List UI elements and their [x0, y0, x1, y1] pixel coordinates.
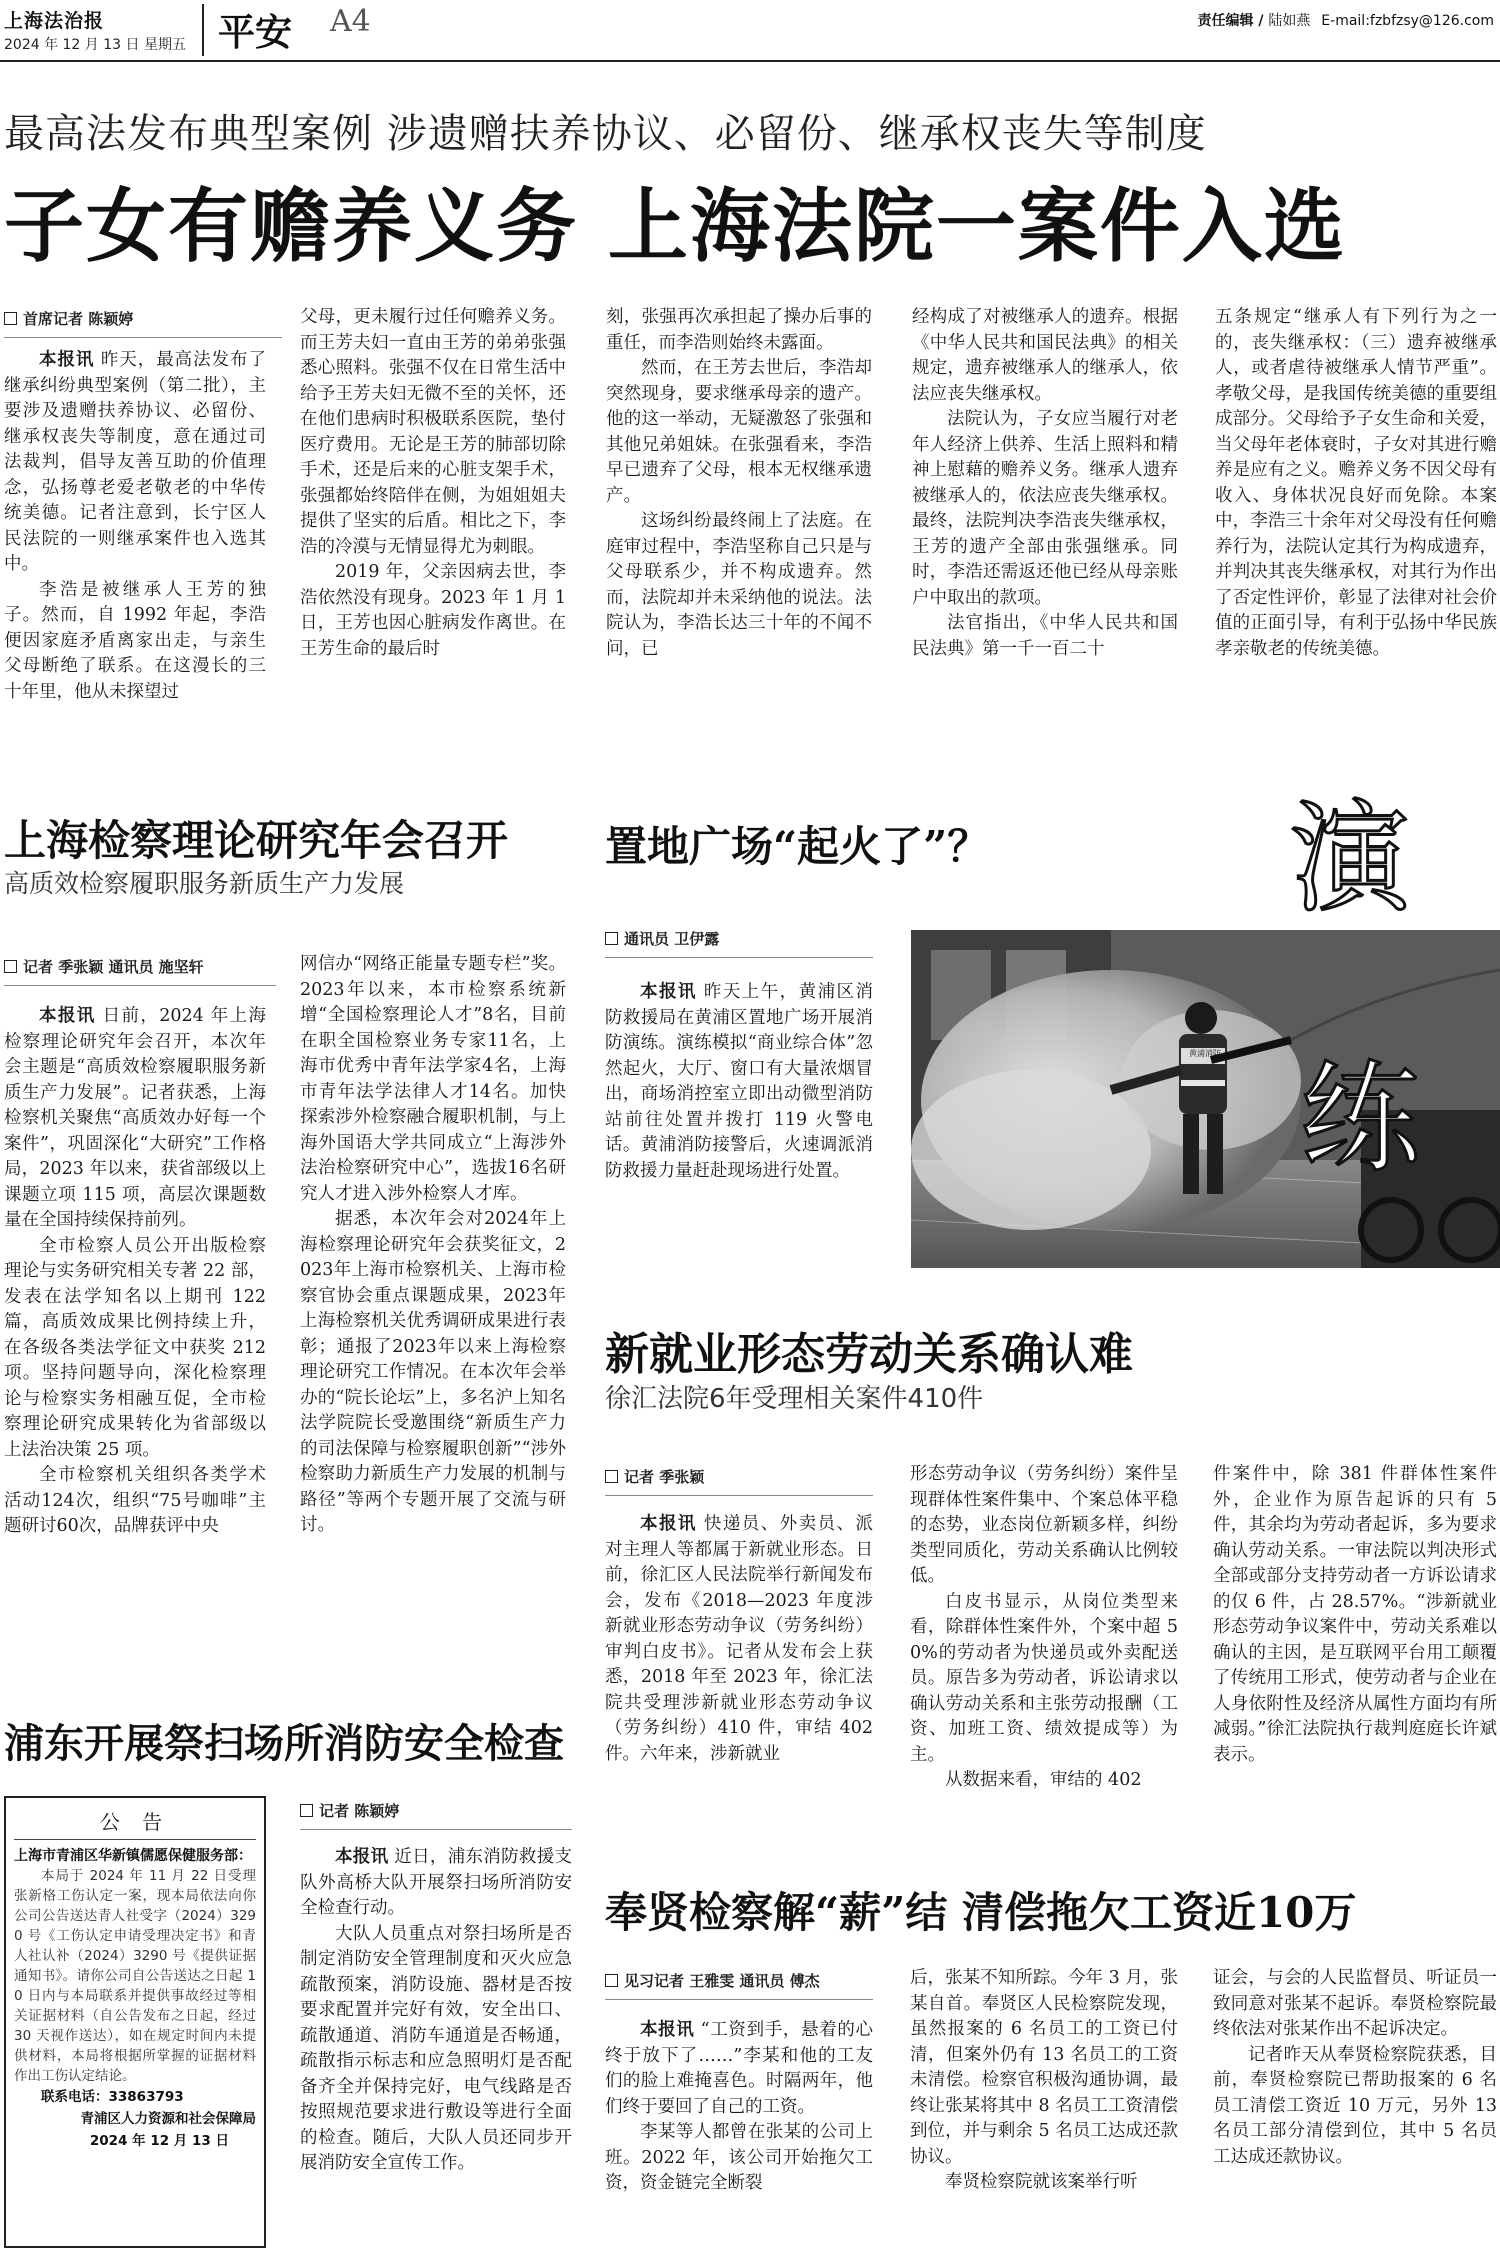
section-name: 平安 — [218, 10, 292, 54]
dateline: 本报讯 — [640, 2020, 695, 2040]
article4-col2 — [910, 1462, 1178, 1824]
article4-headline: 新就业形态劳动关系确认难 — [605, 1329, 1133, 1380]
paragraph: 然而，在王芳去世后，李浩却突然现身，要求继承母亲的遗产。他的这一举动，无疑激怒了张强和其他兄弟姐妹。在张强看来，李浩早已遗弃了父母，根本无权继承遗产。 — [606, 358, 872, 506]
paragraph: 法院认为，子女应当履行对老年人经济上供养、生活上照料和精神上慰藉的赡养义务。继承人遗弃被继承人的，依法应丧失继承权。最终，法院判决李浩丧失继承权，王芳的遗产全部由张强继承。同时，李浩还需返还他已经从母亲账户中取出的款项。 — [912, 409, 1178, 608]
paragraph: 五条规定“继承人有下列行为之一的，丧失继承权：（三）遗弃被继承人，或者虐待被继承人情节严重”。孝敬父母，是我国传统美德的重要组成部分。父母给予子女生命和关爱，当父母年老体衰时，子女对其进行赡养是应有之义。赡养义务不因父母有收入、身体状况良好而免除。本案中，李浩三十余年对父母没有任何赡养行为，法院认定其行为构成遗弃，并判决其丧失继承权，对其行为作出了否定性评价，彰显了法律对社会价值的正面引导，有利于弘扬中华民族孝亲敬老的传统美德。 — [1215, 307, 1497, 659]
paragraph: 本报讯 昨天，最高法发布了继承纠纷典型案例（第二批），主要涉及遗赠扶养协议、必留份、继承权丧失等制度，意在通过司法裁判，倡导友善互助的价值理念，弘扬尊老爱老敬老的中华传统美德。记者注意到，长宁区人民法院的一则继承案件也入选其中。 — [4, 350, 266, 574]
notice-body: 本局于 2024 年 11 月 22 日受理张新格工伤认定一案，现本局依法向你公司公告送达青人社受字（2024）3290 号《工伤认定申请受理决定书》和青人社认补（2024）3290 号《提供证据通知书》。请你公司自公告送达之日起 10 日内与本局联系并提供事故经过等相关证据材料（自公告发布之日起，经过 30 天视作送达），如在规定时间内未提供材料，本局将根据所掌握的证据材料作出工伤认定结论。 — [14, 1868, 256, 2084]
paragraph: 后，张某不知所踪。今年 3 月，张某自首。奉贤区人民检察院发现，虽然报案的 6 名员工的工资已付清，但案外仍有 13 名员工的工资未清偿。检察官积极沟通协调，最终让张某将其中 8 名员工工资清偿到位，并与剩余 5 名员工达成还款协议。 — [910, 1968, 1178, 2167]
dateline: 本报讯 — [39, 1006, 96, 1026]
article4-byline-text: 记者 季张颖 — [624, 1468, 705, 1486]
dateline: 本报讯 — [640, 1514, 697, 1534]
editor-label: 责任编辑 — [1197, 13, 1254, 29]
article2-subhead: 高质效检察履职服务新质生产力发展 — [4, 869, 405, 898]
photo-title-yan: 演 — [1290, 790, 1410, 929]
article1-col4 — [912, 305, 1178, 768]
photo-vest-text: 黄浦消防 — [1189, 1049, 1221, 1058]
paragraph: 李某等人都曾在张某的公司上班。2022 年，该公司开始拖欠工资，资金链完全断裂 — [605, 2122, 873, 2193]
article3-headline: 置地广场“起火了”？ — [605, 822, 990, 871]
editor-info: 责任编辑 / 陆如燕 E-mail:fzbfzsy@126.com — [1197, 13, 1494, 29]
notice-addressee: 上海市青浦区华新镇儒愿保健服务部： — [14, 1848, 252, 1864]
article1-byline — [4, 308, 282, 338]
paragraph: 本报讯 快递员、外卖员、派对主理人等都属于新就业形态。日前，徐汇区人民法院举行新闻发布会，发布《2018—2023 年度涉新就业形态劳动争议（劳务纠纷）审判白皮书》。记者从发布会上获悉，2018 年至 2023 年，徐汇法院共受理涉新就业形态劳动争议（劳务纠纷）410 件，审结 402 件。六年来，涉新就业 — [605, 1514, 873, 1764]
paragraph: 据悉，本次年会对2024年上海检察理论研究年会获奖征文，2023年上海市检察机关、上海市检察官协会重点课题成果，2023年上海检察机关优秀调研成果进行表彰；通报了2023年以来上海检察理论研究工作情况。在本次年会举办的“院长论坛”上，多名沪上知名法学院院长受邀围绕“新质生产力的司法保障与检察履职创新”“涉外检察助力新质生产力发展的机制与路径”等两个专题开展了交流与研讨。 — [300, 1209, 566, 1535]
article5-body — [300, 1845, 572, 2250]
article6-col2 — [910, 1966, 1178, 2250]
issue-date: 2024 年 12 月 13 日 星期五 — [4, 37, 186, 53]
bullet-box-icon — [4, 960, 17, 973]
article2-byline — [4, 956, 276, 986]
paragraph: 本报讯 近日，浦东消防救援支队外高桥大队开展祭扫场所消防安全检查行动。 — [300, 1847, 572, 1918]
paragraph: 记者昨天从奉贤检察院获悉，目前，奉贤检察院已帮助报案的 6 名员工清偿工资近 10 万元，另外 13 名员工部分清偿到位，其中 5 名员工达成还款协议。 — [1213, 2044, 1497, 2167]
dateline: 本报讯 — [39, 350, 95, 370]
notice-phone: 联系电话：33863793 — [41, 2089, 184, 2105]
notice-date: 2024 年 12 月 13 日 — [89, 2133, 229, 2149]
article2-byline-text: 记者 季张颖 通讯员 施坚轩 — [23, 958, 204, 976]
editor-name: 陆如燕 — [1268, 13, 1311, 29]
article4-col3 — [1213, 1462, 1497, 1824]
article1-col5 — [1215, 305, 1497, 768]
article4-byline — [605, 1466, 873, 1496]
article5-byline-text: 记者 陈颖婷 — [319, 1802, 400, 1820]
article6-byline-text: 见习记者 王雅雯 通讯员 傅杰 — [624, 1972, 820, 1990]
paragraph: 经构成了对被继承人的遗弃。根据《中华人民共和国民法典》的相关规定，遗弃被继承人的继承人，依法应丧失继承权。 — [912, 307, 1178, 404]
paragraph: 证会，与会的人民监督员、听证员一致同意对张某不起诉。奉贤检察院最终依法对张某作出不起诉决定。 — [1213, 1968, 1497, 2039]
article6-col1 — [605, 2018, 873, 2250]
paragraph: 本报讯 昨天上午，黄浦区消防救援局在黄浦区置地广场开展消防演练。演练模拟“商业综合体”忽然起火，大厅、窗口有大量浓烟冒出，商场消控室立即出动微型消防站前往处置并拨打 119 火警电话。黄浦消防接警后，火速调派消防救援力量赶赴现场进行处置。 — [605, 982, 873, 1181]
article5-byline — [300, 1800, 572, 1830]
paragraph: 李浩是被继承人王芳的独子。然而，自 1992 年起，李浩便因家庭矛盾离家出走，与亲生父母断绝了联系。在这漫长的三十年里，他从未探望过 — [4, 579, 266, 702]
article4-subhead: 徐汇法院6年受理相关案件410件 — [605, 1384, 984, 1414]
dateline: 本报讯 — [335, 1847, 389, 1867]
paragraph: 奉贤检察院就该案举行听 — [945, 2172, 1138, 2192]
paragraph: 从数据来看，审结的 402 — [945, 1770, 1142, 1790]
paragraph: 形态劳动争议（劳务纠纷）案件呈现群体性案件集中、个案总体平稳的态势，业态岗位新颖多样，纠纷类型同质化，劳动关系确认比例较低。 — [910, 1464, 1178, 1586]
article1-byline-text: 首席记者 陈颖婷 — [23, 310, 134, 328]
paragraph: 大队人员重点对祭扫场所是否制定消防安全管理制度和灭火应急疏散预案，消防设施、器材是否按要求配置并完好有效，安全出口、疏散通道、消防车通道是否畅通，疏散指示标志和应急照明灯是否配备齐全并保持完好，电气线路是否按照规范要求进行敷设等进行全面的检查。随后，大队人员还同步开展消防安全宣传工作。 — [300, 1923, 572, 2173]
article6-col3 — [1213, 1966, 1497, 2250]
paragraph: 本报讯 “工资到手，悬着的心终于放下了……”李某和他的工友们的脸上难掩喜色。时隔两年，他们终于要回了自己的工资。 — [605, 2020, 873, 2117]
paragraph: 本报讯 日前，2024 年上海检察理论研究年会召开，本次年会主题是“高质效检察履职服务新质生产力发展”。记者获悉，上海检察机关聚焦“高质效办好每一个案件”，巩固深化“大研究”工作格局，2023 年以来，获省部级以上课题立项 115 项，高层次课题数量在全国持续保持前列。 — [4, 1006, 266, 1230]
paragraph: 刻，张强再次承担起了操办后事的重任，而李浩则始终未露面。 — [606, 307, 872, 353]
photo-title-lian: 练 — [1300, 1050, 1420, 1189]
paragraph: 网信办“网络正能量专题专栏”奖。2023年以来，本市检察系统新增“全国检察理论人才”8名，目前在职全国检察业务专家11名，上海市优秀中青年法学家4名，上海市青年法学法律人才14名。加快探索涉外检察融合履职机制，与上海外国语大学共同成立“上海涉外法治检察研究中心”，选拔16名研究人才进入涉外检察人才库。 — [300, 954, 566, 1204]
article3-byline — [605, 928, 873, 958]
notice-title: 公 告 — [14, 1806, 256, 1840]
article1-kicker: 最高法发布典型案例 涉遗赠扶养协议、必留份、继承权丧失等制度 — [4, 111, 1207, 157]
article2-col1 — [4, 1004, 266, 1656]
bullet-box-icon — [605, 932, 618, 945]
article2-headline: 上海检察理论研究年会召开 — [4, 816, 509, 865]
masthead-rule — [0, 60, 1500, 62]
paragraph: 白皮书显示，从岗位类型来看，除群体性案件外，个案中超 50%的劳动者为快递员或外卖配送员。原告多为劳动者，诉讼请求以确认劳动关系和主张劳动报酬（工资、加班工资、绩效提成等）为主。 — [910, 1591, 1178, 1765]
paragraph: 全市检察机关组织各类学术活动124次，组织“75号咖啡”主题研讨60次，品牌获评中央 — [4, 1465, 266, 1536]
article2-col2 — [300, 952, 566, 1656]
article1-headline: 子女有赡养义务 上海法院一案件入选 — [4, 179, 1346, 273]
article5-headline: 浦东开展祭扫场所消防安全检查 — [4, 1720, 564, 1767]
bullet-box-icon — [605, 1974, 618, 1987]
page-number: A4 — [330, 4, 371, 39]
bullet-box-icon — [605, 1470, 618, 1483]
paragraph: 2019 年，父亲因病去世，李浩依然没有现身。2023 年 1 月 1 日，王芳也因心脏病发作离世。在王芳生命的最后时 — [300, 562, 566, 659]
notice-issuer: 青浦区人力资源和社会保障局 — [80, 2111, 256, 2127]
article1-col3 — [606, 305, 872, 768]
article3-body — [605, 980, 873, 1270]
paragraph: 全市检察人员公开出版检察理论与实务研究相关专著 22 部，发表在法学知名以上期刊 122 篇，高质效成果比例持续上升，在各级各类法学征文中获奖 212 项。坚持问题导向，深化检察理论与检察实务相融互促，全市检察理论研究成果转化为省部级以上法治决策 25 项。 — [4, 1235, 266, 1460]
article4-col1 — [605, 1512, 873, 1824]
article1-col1 — [4, 348, 266, 768]
bullet-box-icon — [4, 312, 17, 325]
article1-col2 — [300, 305, 566, 768]
paper-logo: 上海法治报 — [4, 10, 105, 32]
article6-headline: 奉贤检察解“薪”结 清偿拖欠工资近10万 — [605, 1888, 1357, 1937]
editor-email: E-mail:fzbfzsy@126.com — [1321, 13, 1494, 29]
paragraph: 件案件中，除 381 件群体性案件外，企业作为原告起诉的只有 5 件，其余均为劳动者起诉，多为要求确认劳动关系。一审法院以判决形式全部或部分支持劳动者一方诉讼请求的仅 6 件，占 28.57%。“涉新就业形态劳动争议案件中，劳动关系难以确认的主因，是互联网平台用工颠覆了传统用工形式，使劳动者与企业在人身依附性及经济从属性方面均有所减弱。”徐汇法院执行裁判庭庭长许斌表示。 — [1213, 1464, 1497, 1765]
article6-byline — [605, 1970, 873, 2000]
bullet-box-icon — [300, 1804, 313, 1817]
masthead-divider — [202, 4, 204, 56]
article3-byline-text: 通讯员 卫伊露 — [624, 930, 720, 948]
paragraph: 这场纠纷最终闹上了法庭。在庭审过程中，李浩坚称自己只是与父母联系少，并不构成遗弃。然而，法院却并未采纳他的说法。法院认为，李浩长达三十年的不闻不问，已 — [606, 511, 872, 659]
paragraph: 法官指出，《中华人民共和国民法典》第一千一百二十 — [912, 613, 1178, 659]
paragraph: 父母，更未履行过任何赡养义务。而王芳夫妇一直由王芳的弟弟张强悉心照料。张强不仅在日常生活中给予王芳夫妇无微不至的关怀，还在他们患病时积极联系医院，垫付医疗费用。无论是王芳的肺部切除手术，还是后来的心脏支架手术，张强都始终陪伴在侧，为姐姐姐夫提供了坚实的后盾。相比之下，李浩的冷漠与无情显得尤为刺眼。 — [300, 307, 566, 557]
dateline: 本报讯 — [640, 982, 697, 1002]
public-notice — [4, 1796, 266, 2248]
